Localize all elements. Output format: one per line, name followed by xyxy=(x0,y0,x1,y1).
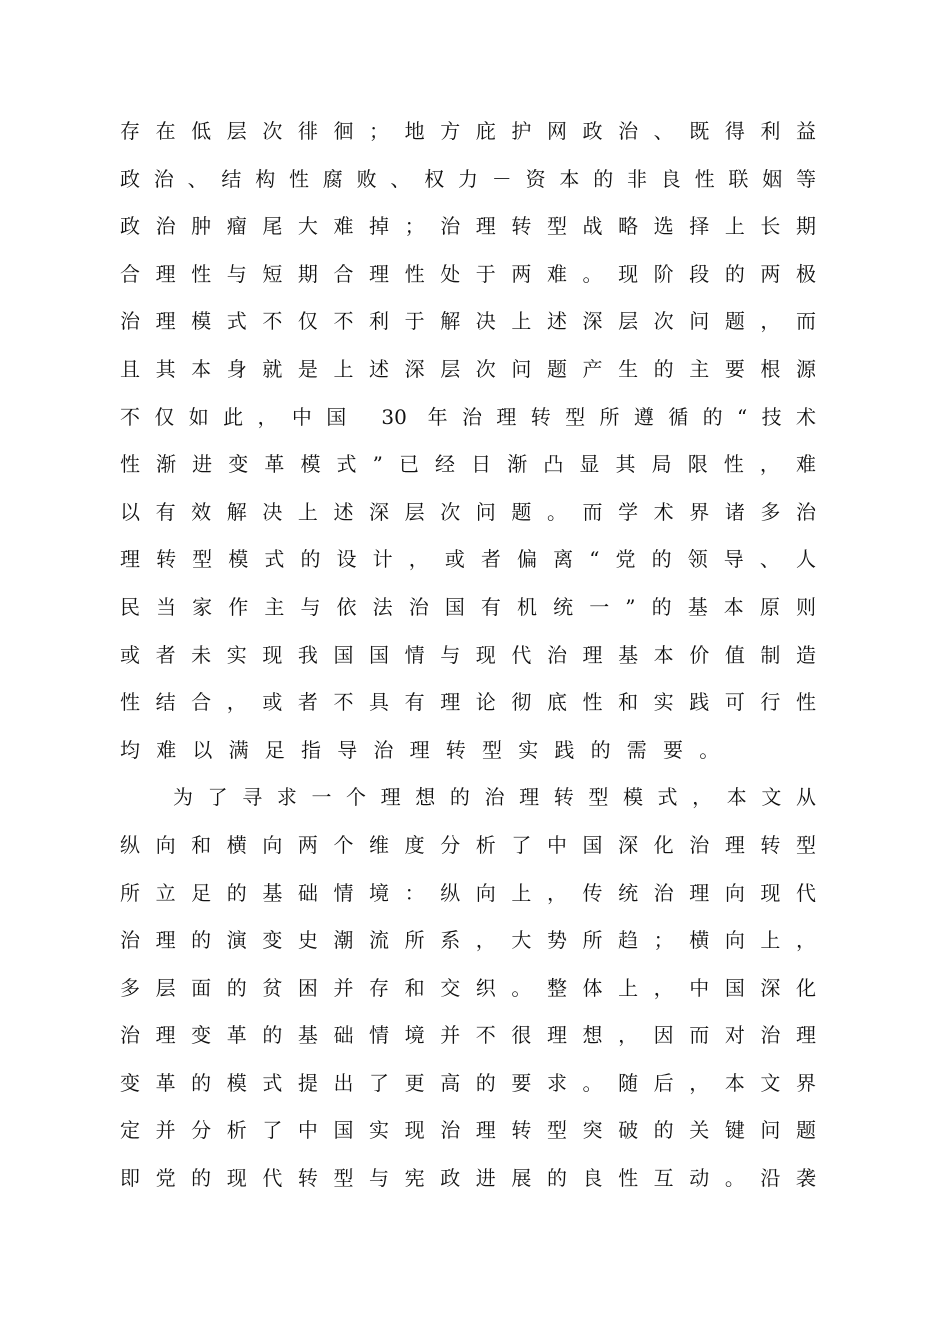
text-line: 政治肿瘤尾大难掉；治理转型战略选择上长期 xyxy=(120,214,816,239)
text-line: 多层面的贫困并存和交织。整体上，中国深化 xyxy=(120,975,816,1000)
paragraph-end-line: 均难以满足指导治理转型实践的需要。 xyxy=(120,737,736,762)
text-line: 纵向和横向两个维度分析了中国深化治理转型 xyxy=(120,832,816,857)
text-line: 治理模式不仅不利于解决上述深层次问题，而 xyxy=(120,309,816,334)
text-line: 合理性与短期合理性处于两难。现阶段的两极 xyxy=(120,261,816,286)
text-line: 变革的模式提出了更高的要求。随后，本文界 xyxy=(120,1070,816,1095)
text-line: 治理的演变史潮流所系，大势所趋；横向上， xyxy=(120,928,816,953)
text-line: 即党的现代转型与宪政进展的良性互动。沿袭 xyxy=(120,1166,816,1191)
text-line: 以有效解决上述深层次问题。而学术界诸多治 xyxy=(120,499,816,524)
body-text xyxy=(120,108,816,1203)
text-line: 或者未实现我国国情与现代治理基本价值制造 xyxy=(120,642,816,667)
text-line: 治理变革的基础情境并不很理想，因而对治理 xyxy=(120,1023,816,1048)
text-line: 政治、结构性腐败、权力－资本的非良性联姻等 xyxy=(120,166,816,191)
text-line: 理转型模式的设计，或者偏离“党的领导、人 xyxy=(120,547,816,572)
text-line: 存在低层次徘徊；地方庇护网政治、既得利益 xyxy=(120,119,816,143)
text-line: 不仅如此，中国 30 年治理转型所遵循的“技术 xyxy=(120,404,816,429)
text-line: 性渐进变革模式”已经日渐凸显其局限性，难 xyxy=(120,452,816,477)
text-line: 民当家作主与依法治国有机统一”的基本原则 xyxy=(120,594,816,619)
text-line: 所立足的基础情境：纵向上，传统治理向现代 xyxy=(120,880,816,905)
text-line: 定并分析了中国实现治理转型突破的关键问题 xyxy=(120,1118,816,1143)
paragraph-first-line: 为了寻求一个理想的治理转型模式，本文从 xyxy=(173,785,816,810)
text-line: 且其本身就是上述深层次问题产生的主要根源 xyxy=(120,356,816,381)
text-line: 性结合，或者不具有理论彻底性和实践可行性 xyxy=(120,690,816,715)
